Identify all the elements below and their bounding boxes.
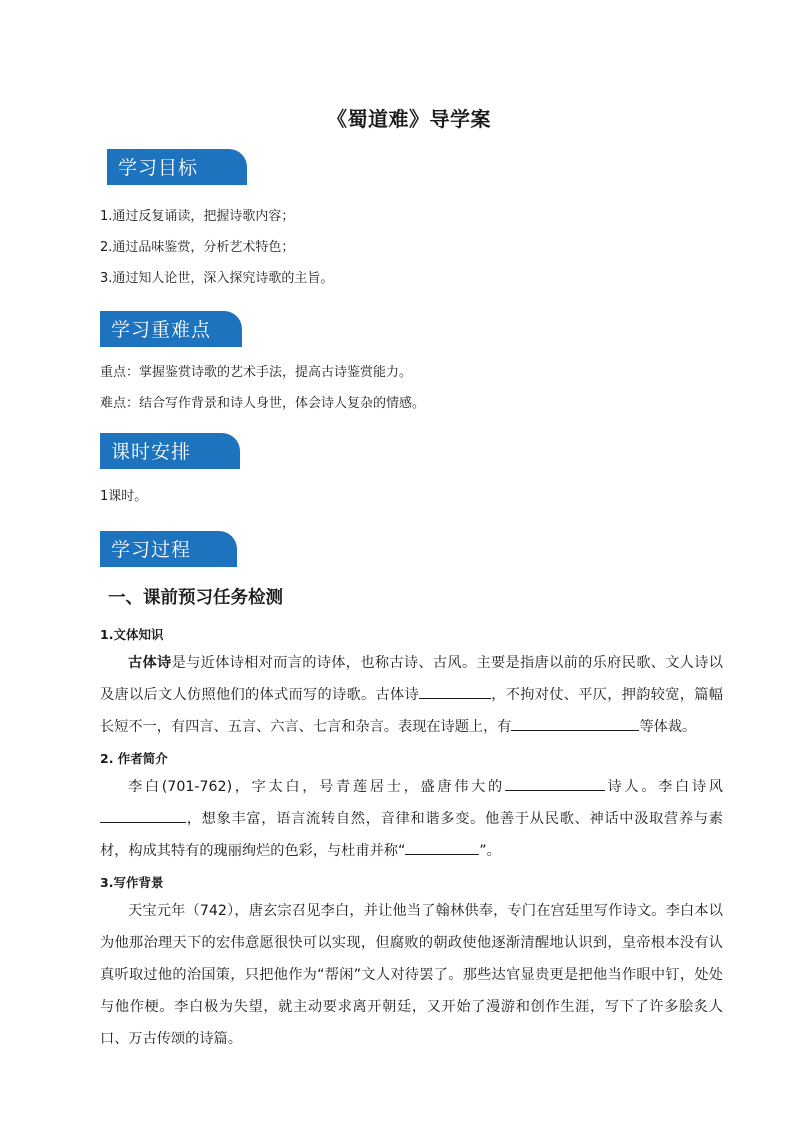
term-ancient-poetry: 古体诗 <box>128 655 172 671</box>
schedule-text: 1课时。 <box>100 489 148 504</box>
section-heading-schedule: 课时安排 <box>111 441 192 463</box>
blank-genre-1[interactable] <box>419 684 491 699</box>
section-heading-process: 学习过程 <box>111 539 192 561</box>
key-point: 重点：掌握鉴赏诗歌的艺术手法，提高古诗鉴赏能力。 <box>100 365 413 380</box>
genre-text-1: 是与近体诗相对而言的诗体，也称古诗、古风。主要是指唐以前的乐府民歌、文人诗以及唐以后文人仿照他们的体式而写的诗歌。古体诗 <box>100 655 723 703</box>
subheading-preview: 一、课前预习任务检测 <box>108 588 283 608</box>
blank-genre-2[interactable] <box>511 716 639 731</box>
genre-text-3: 等体裁。 <box>639 719 697 735</box>
author-text-3: ，想象丰富，语言流转自然，音律和谐多变。他善于从民歌、神话中汲取营养与素材，构成其特有的瑰丽绚烂的色彩，与杜甫并称“ <box>100 811 723 859</box>
blank-author-2[interactable] <box>100 808 186 823</box>
section-banner-schedule <box>100 433 240 469</box>
difficult-point: 难点：结合写作背景和诗人身世，体会诗人复杂的情感。 <box>100 396 426 411</box>
paragraph-background: 天宝元年（742），唐玄宗召见李白，并让他当了翰林供奉，专门在宫廷里写作诗文。李白本以为他那治理天下的宏伟意愿很快可以实现，但腐败的朝政使他逐渐清醒地认识到，皇帝根本没有认真听取过他的治国策，只把他作为“帮闲”文人对待罢了。那些达官显贵更是把他当作眼中钉，处处与他作梗。李白极为失望，就主动要求离开朝廷，又开始了漫游和创作生涯，写下了许多脍炙人口、万古传颂的诗篇。 <box>100 903 723 1047</box>
paragraph-genre <box>100 647 723 743</box>
blank-author-3[interactable] <box>405 840 479 855</box>
page-title: 《蜀道难》导学案 <box>327 107 491 131</box>
label-genre: 1.文体知识 <box>100 627 164 642</box>
label-author: 2. 作者简介 <box>100 751 168 766</box>
goal-item-1: 1.通过反复诵读，把握诗歌内容； <box>100 209 295 224</box>
section-banner-process <box>100 531 237 567</box>
author-text-1: 李白(701-762)，字太白，号青莲居士，盛唐伟大的 <box>128 779 505 795</box>
paragraph-author <box>100 771 723 867</box>
section-heading-key: 学习重难点 <box>111 319 212 341</box>
genre-text-2: ，不拘对仗、平仄，押韵较宽，篇幅长短不一，有四言、五言、六言、七言和杂言。表现在诗题上，有 <box>100 687 723 735</box>
author-text-4: ”。 <box>479 843 501 859</box>
goal-item-3: 3.通过知人论世，深入探究诗歌的主旨。 <box>100 271 334 286</box>
section-banner-key <box>100 311 242 347</box>
blank-author-1[interactable] <box>505 776 605 791</box>
author-text-2: 诗人。李白诗风 <box>604 779 723 795</box>
goal-item-2: 2.通过品味鉴赏，分析艺术特色； <box>100 240 295 255</box>
section-banner-goals <box>107 149 247 185</box>
label-background: 3.写作背景 <box>100 875 164 890</box>
section-heading-goals: 学习目标 <box>118 157 199 179</box>
